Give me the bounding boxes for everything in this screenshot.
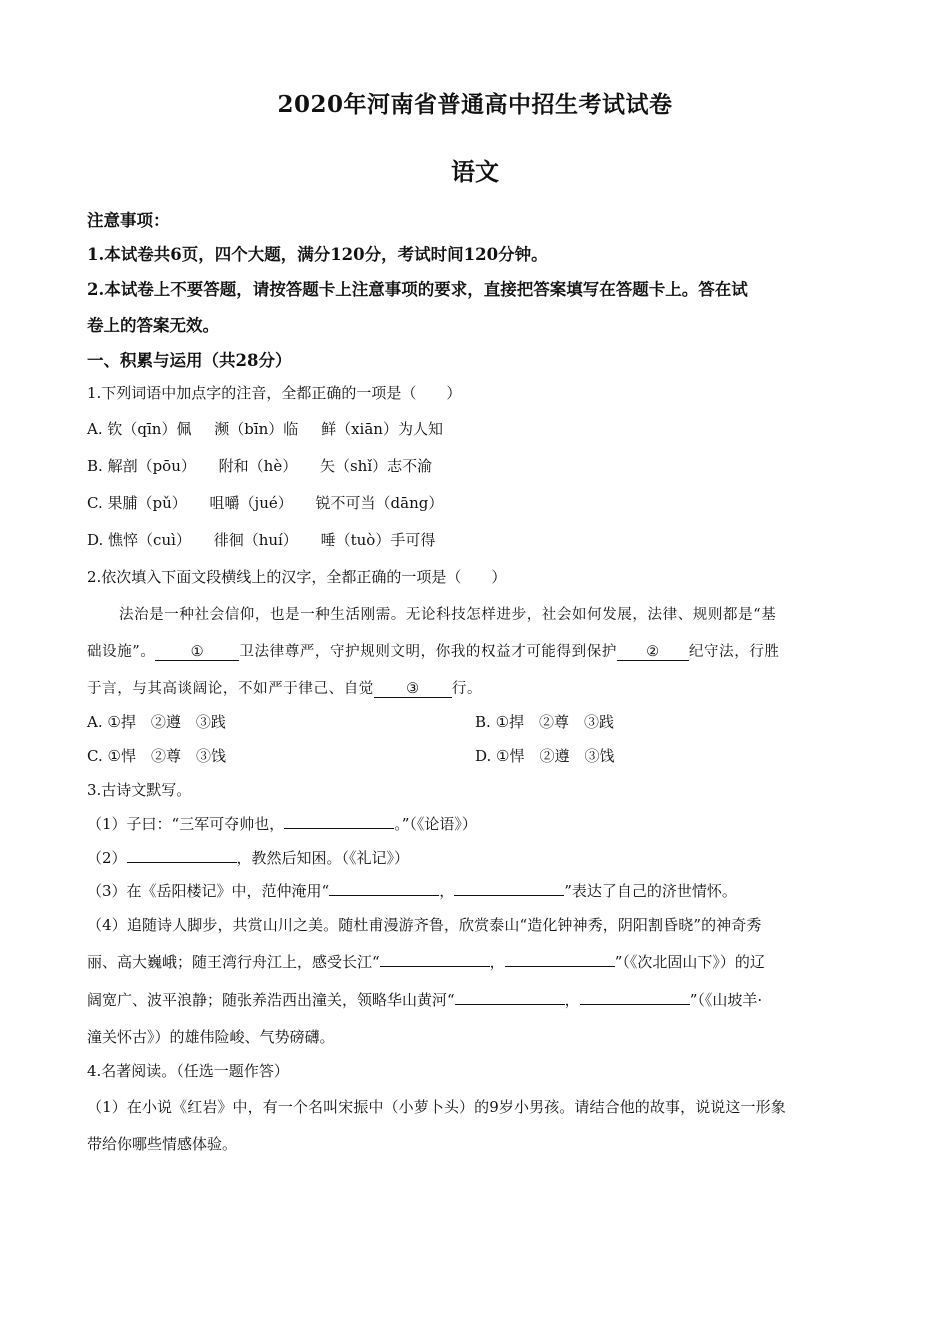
blank-1: ① [155,644,239,661]
q3-part-1 [87,813,477,834]
option-text: ①悍 ②遵 ③饯 [496,747,615,765]
option-part: 濒（bīn）临 [214,420,299,438]
q3-text: ”（《山坡羊· [689,991,763,1009]
q3-text: ， [564,991,580,1009]
q2-option-d [475,745,615,766]
answer-blank [505,952,615,967]
q3-text: （3）在《岳阳楼记》中，范仲淹用“ [87,882,330,900]
passage-text: 卫法律尊严，守护规则文明，你我的权益才可能得到保护 [239,644,617,660]
q3-part-4-line-4: 潼关怀古》）的雄伟险峻、气势磅礴。 [87,1028,335,1046]
q2-passage-line-3 [87,677,482,698]
passage-text: 纪守法，行胜 [688,644,780,660]
subject-title: 语文 [451,157,499,186]
option-letter: D. [475,747,492,765]
notes-item-2-cont: 卷上的答案无效。 [87,316,219,335]
option-part: 憔悴（cuì） [108,531,191,549]
section-1-heading: 一、积累与运用（共28分） [87,351,292,370]
option-part: 咀嚼（jué） [209,494,293,512]
q1-option-b [87,455,432,476]
blank-3: ③ [374,681,452,698]
q2-passage-line-1: 法治是一种社会信仰，也是一种生活刚需。无论科技怎样进步，社会如何发展，法律、规则都是“基 [119,607,777,623]
option-letter: A. [87,713,103,731]
q3-part-4-line-1: （4）追随诗人脚步，共赏山川之美。随杜甫漫游齐鲁，欣赏泰山“造化钟神秀，阴阳割昏晓”的神奇秀 [87,916,762,934]
q1-stem: 1.下列词语中加点字的注音，全都正确的一项是（ ） [87,384,462,402]
q3-text: ”（《次北固山下》）的辽 [614,953,765,971]
option-part: 附和（hè） [218,457,298,475]
option-part: 鲜（xiān）为人知 [321,420,443,438]
q4-part-1-line-1: （1）在小说《红岩》中，有一个名叫宋振中（小萝卜头）的9岁小男孩。请结合他的故事，说说这一形象 [87,1098,786,1116]
option-part: 矢（shǐ）志不渝 [319,457,433,475]
q3-stem: 3.古诗文默写。 [87,781,192,799]
option-part: 解剖（pōu） [107,457,196,475]
q3-text: ， [489,953,505,971]
option-text: ①悍 ②尊 ③饯 [107,747,226,765]
q1-option-d [87,529,435,550]
answer-blank [329,881,439,896]
answer-blank [284,814,394,829]
q3-text: 。”（《论语》） [394,815,477,833]
q1-option-c [87,492,443,513]
q3-text: ，教然后知困。（《礼记》） [236,849,410,867]
q1-option-a [87,418,443,439]
q2-option-b [475,711,614,732]
passage-text: 于言，与其高谈阔论，不如严于律己、自觉 [87,681,374,697]
option-part: 唾（tuò）手可得 [320,531,436,549]
q2-stem: 2.依次填入下面文段横线上的汉字，全都正确的一项是（ ） [87,568,507,586]
q3-text: （2） [87,849,127,867]
notes-item-1: 1.本试卷共6页，四个大题，满分120分，考试时间120分钟。 [87,245,548,264]
notes-heading: 注意事项： [87,211,170,230]
q2-passage-line-2 [87,640,780,661]
option-part: 徘徊（huí） [213,531,298,549]
q3-part-4-line-2 [87,951,765,972]
q3-text: 阔宽广、波平浪静；随张养浩西出潼关，领略华山黄河“ [87,991,455,1009]
q3-part-3 [87,880,737,901]
q4-stem: 4.名著阅读。（任选一题作答） [87,1062,289,1080]
q3-text: ， [439,882,455,900]
passage-text: 础设施”。 [87,644,156,660]
option-letter: A. [87,420,103,438]
option-letter: C. [87,747,103,765]
option-text: ①捍 ②尊 ③践 [495,713,615,731]
q3-part-4-line-3 [87,989,762,1010]
option-text: ①捍 ②遵 ③践 [107,713,226,731]
q3-text: 丽、高大巍峨；随王湾行舟江上，感受长江“ [87,953,380,971]
option-letter: C. [87,494,103,512]
q2-option-c [87,745,226,766]
answer-blank [580,990,690,1005]
q3-text: ”表达了自己的济世情怀。 [564,882,737,900]
exam-title: 2020年河南省普通高中招生考试试卷 [277,91,673,118]
option-letter: B. [475,713,491,731]
passage-text: 行。 [451,681,483,697]
option-part: 钦（qīn）佩 [107,420,192,438]
q3-part-2 [87,847,409,868]
option-letter: D. [87,531,104,549]
option-letter: B. [87,457,103,475]
answer-blank [455,990,565,1005]
answer-blank [454,881,564,896]
q3-text: （1）子曰：“三军可夺帅也， [87,815,285,833]
answer-blank [127,848,237,863]
option-part: 果脯（pǔ） [107,494,187,512]
q2-option-a [87,711,226,732]
answer-blank [380,952,490,967]
notes-item-2: 2.本试卷上不要答题，请按答题卡上注意事项的要求，直接把答案填写在答题卡上。答在试 [87,280,748,299]
option-part: 锐不可当（dāng） [315,494,444,512]
q4-part-1-line-2: 带给你哪些情感体验。 [87,1135,238,1153]
blank-2: ② [617,644,689,661]
